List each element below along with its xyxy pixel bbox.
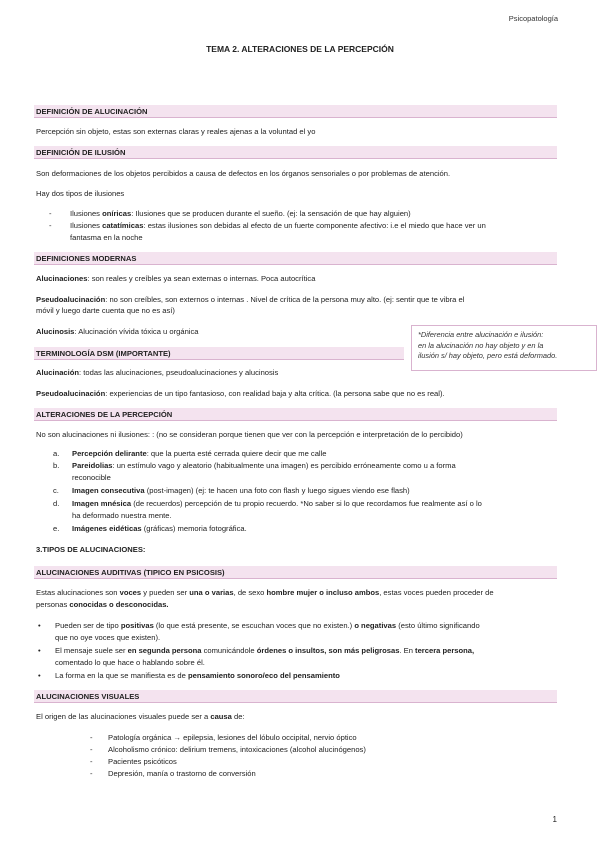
section-heading-dsm: TERMINOLOGÍA DSM (IMPORTANTE) [34,347,404,360]
list-item-ilusion-catatimica: Ilusiones catatímicas: estas ilusiones son debidas al efecto de un fuerte componente afectivo: i.e el miedo que hace ver un [70,221,486,230]
dash-marker: - [90,769,93,778]
list-item-continuation: reconocible [72,473,111,482]
page-title: TEMA 2. ALTERACIONES DE LA PERCEPCIÓN [206,44,394,54]
dash-marker: - [90,757,93,766]
auditivas-intro: Estas alucinaciones son voces y pueden ser una o varias, de sexo hombre mujer o incluso ambos, estas voces pueden proceder de [36,588,494,597]
dash-marker: - [49,221,52,230]
section-heading-auditivas: ALUCINACIONES AUDITIVAS (TIPICO EN PSICOSIS) [34,566,557,579]
note-line: en la alucinación no hay objeto y en la [418,340,544,350]
bullet-marker: • [38,646,41,655]
list-item-imagenes-eideticas: Imágenes eidéticas (gráficas) memoria fotográfica. [72,524,247,533]
bullet-item-mensaje: El mensaje suele ser en segunda persona comunicándole órdenes o insultos, son más peligrosas. En tercera persona, [55,646,475,655]
list-item-imagen-mnesica: Imagen mnésica (de recuerdos) percepción de tu propio recuerdo. *No saber si lo que recordamos fue realmente así o lo [72,499,482,508]
note-line: ilusión s/ hay objeto, pero está deformado. [418,351,558,360]
bullet-item-tipo: Pueden ser de tipo positivas (lo que está presente, se escuchan voces que no existen.) o negativas (esto último significando [55,621,480,630]
bullet-marker: • [38,671,41,680]
modernas-alucinaciones: Alucinaciones: son reales y creíbles ya sean externas o internas. Poca autocrítica [36,274,316,283]
list-marker: a. [53,449,60,458]
section-heading-ilusion: DEFINICIÓN DE ILUSIÓN [34,146,557,159]
list-item-causa: Alcoholismo crónico: delirium tremens, intoxicaciones (alcohol alucinógenos) [108,745,366,754]
dsm-pseudoalucinacion: Pseudoalucinación: experiencias de un tipo fantasioso, con realidad baja y alta crítica. (la persona sabe que no es real). [36,389,445,398]
list-item-causa: Patología orgánica → epilepsia, lesiones del lóbulo occipital, nervio óptico [108,733,357,742]
dash-marker: - [49,209,52,218]
dsm-alucinacion: Alucinación: todas las alucinaciones, pseudoalucinaciones y alucinosis [36,368,279,377]
modernas-alucinosis: Alucinosis: Alucinación vívida tóxica u orgánica [36,327,199,336]
dash-marker: - [90,745,93,754]
ilusion-text: Son deformaciones de los objetos percibidos a causa de defectos en los órganos sensoriales o por problemas de atención. [36,169,451,178]
running-header: Psicopatología [508,14,558,23]
page-number: 1 [552,815,557,824]
modernas-pseudoalucinacion: Pseudoalucinación: no son creíbles, son externos o internas . Nivel de crítica de la persona muy alto. (ej: sentir que te vibra el [36,295,465,304]
list-item-pareidolias: Pareidolias: un estímulo vago y aleatorio (habitualmente una imagen) es percibido erróneamente como u a forma [72,461,456,470]
note-box [411,325,597,371]
note-line: *Diferencia entre alucinación e ilusión: [418,330,544,339]
list-item-causa: Depresión, manía o trastorno de conversión [108,769,256,778]
list-marker: e. [53,524,60,533]
bullet-item-forma: La forma en la que se manifiesta es de pensamiento sonoro/eco del pensamiento [55,671,340,680]
list-marker: d. [53,499,60,508]
bullet-item-continuation: que no oye voces que existen). [55,633,161,642]
alteraciones-intro: No son alucinaciones ni ilusiones: : (no se consideran porque tienen que ver con la percepción e interpretación de lo percibido) [36,430,463,439]
list-item-continuation: ha deformado nuestra mente. [72,511,172,520]
list-marker: b. [53,461,60,470]
list-item-percepcion-delirante: Percepción delirante: que la puerta esté cerrada quiere decir que me calle [72,449,327,458]
list-item-imagen-consecutiva: Imagen consecutiva (post-imagen) (ej: te hacen una foto con flash y luego sigues viendo ese flash) [72,486,410,495]
ilusion-types-intro: Hay dos tipos de ilusiones [36,189,125,198]
visuales-intro: El origen de las alucinaciones visuales puede ser a causa de: [36,712,245,721]
section-heading-tipos: 3.TIPOS DE ALUCINACIONES: [36,545,146,554]
bullet-marker: • [38,621,41,630]
section-heading-modernas: DEFINICIONES MODERNAS [34,252,557,265]
bullet-item-continuation: comentado lo que hace o hablando sobre él. [55,658,205,667]
section-heading-visuales: ALUCINACIONES VISUALES [34,690,557,703]
list-item-ilusion-onirica: Ilusiones oníricas: Ilusiones que se producen durante el sueño. (ej: la sensación de que hay alguien) [70,209,411,218]
section-heading-alteraciones: ALTERACIONES DE LA PERCEPCIÓN [34,408,557,421]
list-marker: c. [53,486,59,495]
modernas-pseudoalucinacion-cont: móvil y luego darte cuenta que no es así) [36,306,175,315]
auditivas-intro-cont: personas conocidas o desconocidas. [36,600,169,609]
list-item-causa: Pacientes psicóticos [108,757,177,766]
alucinacion-text: Percepción sin objeto, estas son externas claras y reales ajenas a la voluntad el yo [36,127,316,136]
section-heading-alucinacion: DEFINICIÓN DE ALUCINACIÓN [34,105,557,118]
list-item-continuation: fantasma en la noche [70,233,143,242]
dash-marker: - [90,733,93,742]
